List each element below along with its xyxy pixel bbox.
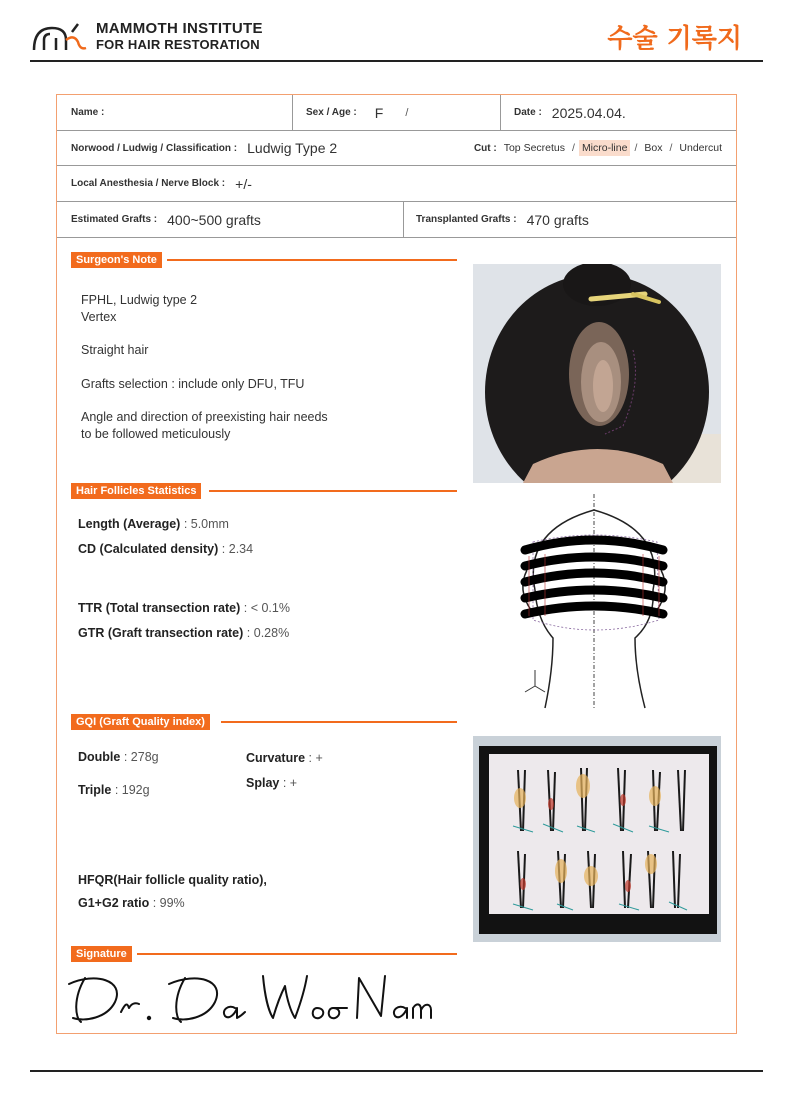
cut-option-top-secretus[interactable]: Top Secretus <box>503 142 566 154</box>
triple-stat <box>78 783 150 797</box>
institute-name-line2: FOR HAIR RESTORATION <box>96 37 260 52</box>
sex-age-label: Sex / Age : <box>306 107 357 118</box>
estimated-grafts-value: 400~500 grafts <box>167 211 261 228</box>
head-diagram <box>505 490 685 712</box>
mammoth-logo-icon <box>30 20 90 54</box>
double-value: : 278g <box>123 750 159 764</box>
section-rule <box>209 490 457 492</box>
cut-label: Cut : <box>473 142 497 154</box>
date-field[interactable] <box>500 95 738 130</box>
name-label: Name : <box>71 107 105 118</box>
section-rule <box>137 953 457 955</box>
hfqr-value: : 99% <box>152 896 185 910</box>
date-value: 2025.04.04. <box>551 104 626 121</box>
cut-separator: / <box>572 142 575 154</box>
section-rule <box>221 721 457 723</box>
gtr-value: : 0.28% <box>246 626 290 640</box>
estimated-grafts-label: Estimated Grafts : <box>71 214 158 225</box>
cd-stat <box>78 542 253 556</box>
sex-age-field[interactable] <box>292 95 500 130</box>
scalp-photo <box>473 264 721 483</box>
classification-value: Ludwig Type 2 <box>247 140 338 156</box>
double-label: Double <box>78 750 121 764</box>
note-line: Vertex <box>81 310 117 324</box>
curvature-label: Curvature <box>246 751 306 765</box>
follicle-stats-header <box>71 483 457 499</box>
cut-option-micro-line[interactable]: Micro-line <box>579 140 631 156</box>
surgeons-note-header <box>71 252 457 268</box>
double-stat <box>78 750 159 764</box>
document-title: 수술 기록지 <box>607 24 742 54</box>
footer-divider <box>30 1070 763 1072</box>
ttr-value: : < 0.1% <box>243 601 290 615</box>
cut-option-undercut[interactable]: Undercut <box>679 142 722 154</box>
surgeons-note-title: Surgeon's Note <box>71 252 162 268</box>
note-line: to be followed meticulously <box>81 427 231 441</box>
note-line: Straight hair <box>81 343 149 357</box>
estimated-grafts-field[interactable] <box>71 202 401 237</box>
signature-header <box>71 946 457 962</box>
anesthesia-value: +/- <box>235 175 252 192</box>
sex-age-separator: / <box>405 106 409 119</box>
classification-label: Norwood / Ludwig / Classification : <box>71 142 238 154</box>
note-line: Angle and direction of preexisting hair needs <box>81 410 328 424</box>
cut-separator: / <box>634 142 638 154</box>
cd-label: CD (Calculated density) <box>78 542 219 556</box>
transplanted-grafts-label: Transplanted Grafts : <box>416 214 517 225</box>
transplanted-grafts-value: 470 grafts <box>526 211 589 228</box>
cut-separator: / <box>669 142 673 154</box>
signature-title: Signature <box>71 946 132 962</box>
ttr-label: TTR (Total transection rate) <box>78 601 241 615</box>
gqi-title: GQI (Graft Quality index) <box>71 714 210 730</box>
hfqr-label: G1+G2 ratio <box>78 896 150 910</box>
form-row-patient <box>57 95 736 131</box>
cut-option-box[interactable]: Box <box>644 142 663 154</box>
hfqr-stat <box>78 896 185 910</box>
splay-label: Splay <box>246 776 280 790</box>
anesthesia-label: Local Anesthesia / Nerve Block : <box>71 178 226 189</box>
length-value: : 5.0mm <box>183 517 229 531</box>
ttr-stat <box>78 601 290 615</box>
note-line: FPHL, Ludwig type 2 <box>81 293 198 307</box>
anesthesia-field[interactable] <box>71 166 671 201</box>
grafts-monitor-photo <box>473 736 721 942</box>
follicle-stats-title: Hair Follicles Statistics <box>71 483 201 499</box>
gtr-stat <box>78 626 289 640</box>
form-row-anesthesia <box>57 166 736 202</box>
hfqr-line1 <box>78 873 267 887</box>
handwritten-signature <box>65 968 445 1028</box>
length-label: Length (Average) <box>78 517 181 531</box>
cd-value: : 2.34 <box>221 542 254 556</box>
splay-stat <box>246 776 297 790</box>
hfqr-title: HFQR(Hair follicle quality ratio), <box>78 873 267 887</box>
institute-name-line1: MAMMOTH INSTITUTE <box>96 20 263 37</box>
form-row-classification <box>57 131 736 166</box>
gqi-header <box>71 714 457 730</box>
splay-value: : + <box>282 776 298 790</box>
sex-value: F <box>374 104 384 121</box>
triple-value: : 192g <box>114 783 150 797</box>
gtr-label: GTR (Graft transection rate) <box>78 626 244 640</box>
triple-label: Triple <box>78 783 112 797</box>
classification-field[interactable] <box>71 131 451 165</box>
cut-field <box>455 131 725 165</box>
name-field[interactable] <box>71 95 291 130</box>
header-divider <box>30 60 763 62</box>
length-stat <box>78 517 229 531</box>
section-rule <box>167 259 457 261</box>
curvature-stat <box>246 751 323 765</box>
note-line: Grafts selection : include only DFU, TFU <box>81 377 305 391</box>
transplanted-grafts-field[interactable] <box>403 202 738 237</box>
date-label: Date : <box>514 107 542 118</box>
curvature-value: : + <box>308 751 323 765</box>
form-row-grafts <box>57 202 736 238</box>
